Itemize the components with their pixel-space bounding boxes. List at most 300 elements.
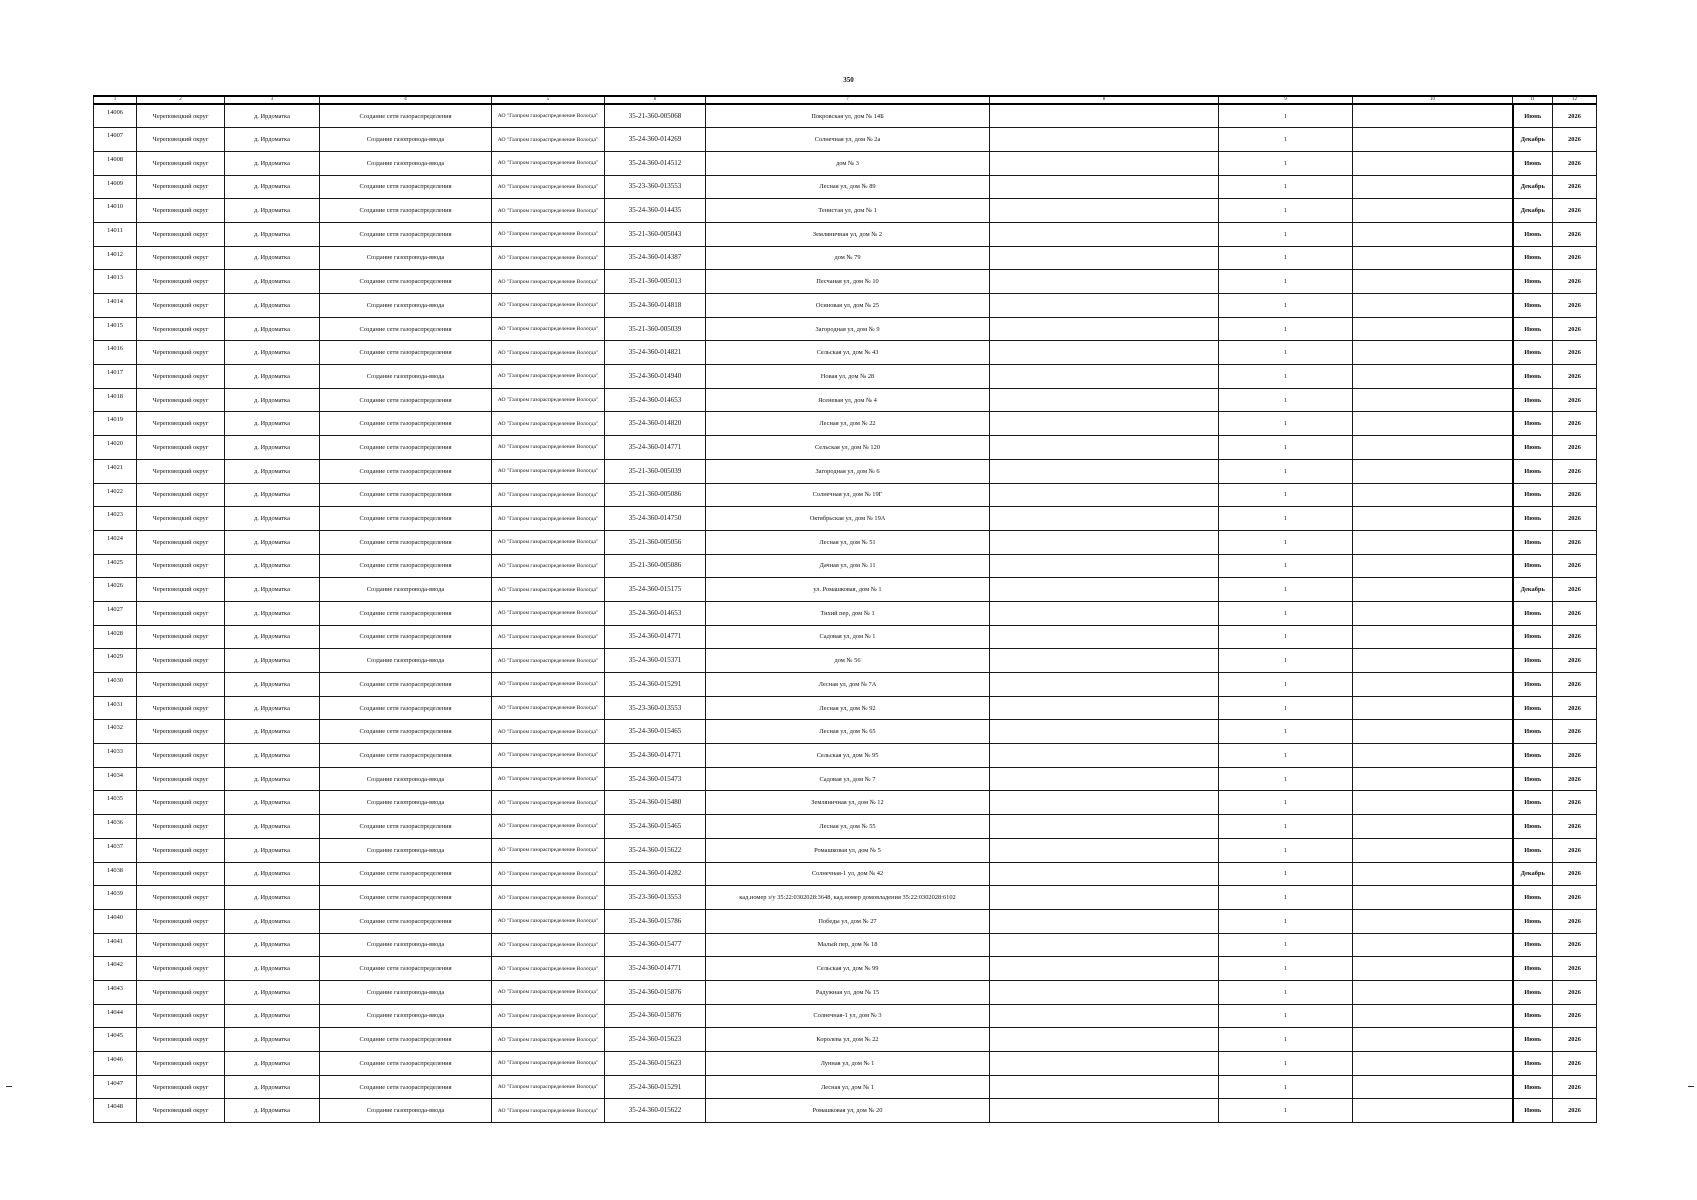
- network-id-cell: 35-24-360-014771: [605, 957, 706, 981]
- month-cell: Июнь: [1513, 1052, 1553, 1076]
- column-8-cell: [990, 246, 1219, 270]
- address-cell: Песчаная ул, дом № 10: [706, 270, 990, 294]
- work-type-cell: Создание сети газораспределения: [320, 815, 492, 839]
- column-number-header: [94, 96, 1597, 104]
- address-cell: дом № 3: [706, 151, 990, 175]
- network-id-cell: 35-24-360-014653: [605, 388, 706, 412]
- network-id-cell: 35-24-360-014512: [605, 151, 706, 175]
- organization-cell: АО "Газпром газораспределение Вологда": [492, 838, 605, 862]
- settlement-cell: д. Ирдоматка: [225, 1004, 320, 1028]
- column-10-cell: [1353, 294, 1513, 318]
- organization-cell: АО "Газпром газораспределение Вологда": [492, 365, 605, 389]
- column-10-cell: [1353, 838, 1513, 862]
- organization-cell: АО "Газпром газораспределение Вологда": [492, 294, 605, 318]
- organization-cell: АО "Газпром газораспределение Вологда": [492, 317, 605, 341]
- network-id-cell: 35-24-360-015473: [605, 767, 706, 791]
- column-8-cell: [990, 151, 1219, 175]
- work-type-cell: Создание сети газораспределения: [320, 459, 492, 483]
- right-margin-mark: [1688, 1086, 1694, 1087]
- work-type-cell: Создание сети газораспределения: [320, 436, 492, 460]
- year-cell: 2026: [1553, 294, 1597, 318]
- month-cell: Июнь: [1513, 341, 1553, 365]
- district-cell: Череповецкий округ: [137, 317, 225, 341]
- address-cell: Лесная ул, дом № 55: [706, 815, 990, 839]
- table-row: [94, 791, 1597, 815]
- column-10-cell: [1353, 649, 1513, 673]
- address-cell: Радужная ул, дом № 15: [706, 980, 990, 1004]
- address-cell: Тенистая ул, дом № 1: [706, 199, 990, 223]
- column-8-cell: [990, 815, 1219, 839]
- month-cell: Июнь: [1513, 673, 1553, 697]
- year-cell: 2026: [1553, 957, 1597, 981]
- column-10-cell: [1353, 246, 1513, 270]
- organization-cell: АО "Газпром газораспределение Вологда": [492, 199, 605, 223]
- district-cell: Череповецкий округ: [137, 151, 225, 175]
- table-row: [94, 459, 1597, 483]
- settlement-cell: д. Ирдоматка: [225, 151, 320, 175]
- column-10-cell: [1353, 483, 1513, 507]
- column-10-cell: [1353, 862, 1513, 886]
- column-10-cell: [1353, 554, 1513, 578]
- settlement-cell: д. Ирдоматка: [225, 1099, 320, 1123]
- organization-cell: АО "Газпром газораспределение Вологда": [492, 1099, 605, 1123]
- quantity-cell: 1: [1219, 744, 1353, 768]
- row-number-cell: 14024: [94, 530, 137, 554]
- column-8-cell: [990, 128, 1219, 152]
- organization-cell: АО "Газпром газораспределение Вологда": [492, 601, 605, 625]
- column-10-cell: [1353, 1028, 1513, 1052]
- quantity-cell: 1: [1219, 341, 1353, 365]
- work-type-cell: Создание сети газораспределения: [320, 957, 492, 981]
- work-type-cell: Создание сети газораспределения: [320, 720, 492, 744]
- row-number-cell: 14020: [94, 436, 137, 460]
- column-10-cell: [1353, 791, 1513, 815]
- district-cell: Череповецкий округ: [137, 649, 225, 673]
- district-cell: Череповецкий округ: [137, 744, 225, 768]
- quantity-cell: 1: [1219, 199, 1353, 223]
- row-number-cell: 14030: [94, 673, 137, 697]
- district-cell: Череповецкий округ: [137, 1075, 225, 1099]
- month-cell: Июнь: [1513, 222, 1553, 246]
- table-row: [94, 507, 1597, 531]
- column-10-cell: [1353, 767, 1513, 791]
- month-cell: Декабрь: [1513, 175, 1553, 199]
- work-type-cell: Создание газопровода-ввода: [320, 1099, 492, 1123]
- network-id-cell: 35-24-360-015623: [605, 1028, 706, 1052]
- district-cell: Череповецкий округ: [137, 341, 225, 365]
- network-id-cell: 35-24-360-015480: [605, 791, 706, 815]
- row-number-cell: 14012: [94, 246, 137, 270]
- network-id-cell: 35-21-360-005039: [605, 459, 706, 483]
- organization-cell: АО "Газпром газораспределение Вологда": [492, 791, 605, 815]
- table-row: [94, 175, 1597, 199]
- organization-cell: АО "Газпром газораспределение Вологда": [492, 815, 605, 839]
- table-row: [94, 649, 1597, 673]
- column-8-cell: [990, 625, 1219, 649]
- quantity-cell: 1: [1219, 1004, 1353, 1028]
- settlement-cell: д. Ирдоматка: [225, 815, 320, 839]
- table-row: [94, 980, 1597, 1004]
- quantity-cell: 1: [1219, 601, 1353, 625]
- year-cell: 2026: [1553, 838, 1597, 862]
- table-row: [94, 104, 1597, 128]
- month-cell: Июнь: [1513, 246, 1553, 270]
- row-number-cell: 14008: [94, 151, 137, 175]
- table-row: [94, 767, 1597, 791]
- column-8-cell: [990, 365, 1219, 389]
- network-id-cell: 35-23-360-013553: [605, 886, 706, 910]
- row-number-cell: 14042: [94, 957, 137, 981]
- organization-cell: АО "Газпром газораспределение Вологда": [492, 1052, 605, 1076]
- quantity-cell: 1: [1219, 1028, 1353, 1052]
- row-number-cell: 14036: [94, 815, 137, 839]
- district-cell: Череповецкий округ: [137, 957, 225, 981]
- settlement-cell: д. Ирдоматка: [225, 957, 320, 981]
- row-number-cell: 14047: [94, 1075, 137, 1099]
- district-cell: Череповецкий округ: [137, 696, 225, 720]
- month-cell: Июнь: [1513, 909, 1553, 933]
- district-cell: Череповецкий округ: [137, 104, 225, 128]
- settlement-cell: д. Ирдоматка: [225, 128, 320, 152]
- column-10-cell: [1353, 341, 1513, 365]
- address-cell: Сельская ул, дом № 120: [706, 436, 990, 460]
- table-row: [94, 436, 1597, 460]
- column-10-cell: [1353, 1004, 1513, 1028]
- year-cell: 2026: [1553, 128, 1597, 152]
- column-header-5: 5: [492, 96, 605, 104]
- organization-cell: АО "Газпром газораспределение Вологда": [492, 933, 605, 957]
- settlement-cell: д. Ирдоматка: [225, 838, 320, 862]
- column-8-cell: [990, 862, 1219, 886]
- quantity-cell: 1: [1219, 104, 1353, 128]
- table-row: [94, 673, 1597, 697]
- address-cell: Новая ул, дом № 28: [706, 365, 990, 389]
- organization-cell: АО "Газпром газораспределение Вологда": [492, 341, 605, 365]
- network-id-cell: 35-24-360-014820: [605, 412, 706, 436]
- table-row: [94, 1028, 1597, 1052]
- network-id-cell: 35-23-360-013553: [605, 175, 706, 199]
- quantity-cell: 1: [1219, 294, 1353, 318]
- district-cell: Череповецкий округ: [137, 175, 225, 199]
- column-header-7: 7: [706, 96, 990, 104]
- table-row: [94, 412, 1597, 436]
- column-8-cell: [990, 1099, 1219, 1123]
- column-10-cell: [1353, 601, 1513, 625]
- year-cell: 2026: [1553, 862, 1597, 886]
- month-cell: Июнь: [1513, 436, 1553, 460]
- quantity-cell: 1: [1219, 673, 1353, 697]
- year-cell: 2026: [1553, 744, 1597, 768]
- column-header-10: 10: [1353, 96, 1513, 104]
- settlement-cell: д. Ирдоматка: [225, 625, 320, 649]
- year-cell: 2026: [1553, 459, 1597, 483]
- district-cell: Череповецкий округ: [137, 886, 225, 910]
- row-number-cell: 14014: [94, 294, 137, 318]
- district-cell: Череповецкий округ: [137, 222, 225, 246]
- quantity-cell: 1: [1219, 957, 1353, 981]
- table-row: [94, 151, 1597, 175]
- row-number-cell: 14045: [94, 1028, 137, 1052]
- address-cell: Лесная ул, дом № 7А: [706, 673, 990, 697]
- district-cell: Череповецкий округ: [137, 862, 225, 886]
- row-number-cell: 14039: [94, 886, 137, 910]
- network-id-cell: 35-24-360-014821: [605, 341, 706, 365]
- column-10-cell: [1353, 507, 1513, 531]
- month-cell: Декабрь: [1513, 862, 1553, 886]
- work-type-cell: Создание газопровода-ввода: [320, 767, 492, 791]
- month-cell: Июнь: [1513, 980, 1553, 1004]
- column-10-cell: [1353, 625, 1513, 649]
- table-row: [94, 1099, 1597, 1123]
- address-cell: Загородная ул, дом № 6: [706, 459, 990, 483]
- row-number-cell: 14034: [94, 767, 137, 791]
- row-number-cell: 14007: [94, 128, 137, 152]
- network-id-cell: 35-21-360-005068: [605, 104, 706, 128]
- district-cell: Череповецкий округ: [137, 791, 225, 815]
- address-cell: Загородная ул, дом № 9: [706, 317, 990, 341]
- quantity-cell: 1: [1219, 1052, 1353, 1076]
- column-8-cell: [990, 175, 1219, 199]
- month-cell: Декабрь: [1513, 578, 1553, 602]
- year-cell: 2026: [1553, 104, 1597, 128]
- organization-cell: АО "Газпром газораспределение Вологда": [492, 1028, 605, 1052]
- organization-cell: АО "Газпром газораспределение Вологда": [492, 128, 605, 152]
- district-cell: Череповецкий округ: [137, 483, 225, 507]
- column-header-2: 2: [137, 96, 225, 104]
- month-cell: Июнь: [1513, 696, 1553, 720]
- month-cell: Июнь: [1513, 744, 1553, 768]
- settlement-cell: д. Ирдоматка: [225, 388, 320, 412]
- address-cell: Осиновая ул, дом № 25: [706, 294, 990, 318]
- row-number-cell: 14028: [94, 625, 137, 649]
- column-header-11: 11: [1513, 96, 1553, 104]
- district-cell: Череповецкий округ: [137, 412, 225, 436]
- address-cell: Тихий пер, дом № 1: [706, 601, 990, 625]
- settlement-cell: д. Ирдоматка: [225, 436, 320, 460]
- table-row: [94, 625, 1597, 649]
- district-cell: Череповецкий округ: [137, 530, 225, 554]
- month-cell: Июнь: [1513, 530, 1553, 554]
- year-cell: 2026: [1553, 1052, 1597, 1076]
- column-10-cell: [1353, 1075, 1513, 1099]
- month-cell: Июнь: [1513, 294, 1553, 318]
- column-8-cell: [990, 980, 1219, 1004]
- year-cell: 2026: [1553, 199, 1597, 223]
- work-type-cell: Создание газопровода-ввода: [320, 128, 492, 152]
- year-cell: 2026: [1553, 175, 1597, 199]
- table-row: [94, 530, 1597, 554]
- address-cell: Солнечная-1 ул, дом № 3: [706, 1004, 990, 1028]
- quantity-cell: 1: [1219, 862, 1353, 886]
- address-cell: Победы ул, дом № 27: [706, 909, 990, 933]
- row-number-cell: 14009: [94, 175, 137, 199]
- quantity-cell: 1: [1219, 909, 1353, 933]
- work-type-cell: Создание сети газораспределения: [320, 1052, 492, 1076]
- work-type-cell: Создание сети газораспределения: [320, 530, 492, 554]
- year-cell: 2026: [1553, 933, 1597, 957]
- work-type-cell: Создание газопровода-ввода: [320, 246, 492, 270]
- organization-cell: АО "Газпром газораспределение Вологда": [492, 862, 605, 886]
- address-cell: кад.номер з/у 35:22:0302028:3648, кад.номер домовладения 35:22:0302028:6102: [706, 886, 990, 910]
- table-row: [94, 1052, 1597, 1076]
- district-cell: Череповецкий округ: [137, 1028, 225, 1052]
- year-cell: 2026: [1553, 222, 1597, 246]
- network-id-cell: 35-24-360-014387: [605, 246, 706, 270]
- month-cell: Июнь: [1513, 601, 1553, 625]
- settlement-cell: д. Ирдоматка: [225, 175, 320, 199]
- district-cell: Череповецкий округ: [137, 436, 225, 460]
- column-10-cell: [1353, 578, 1513, 602]
- column-8-cell: [990, 578, 1219, 602]
- organization-cell: АО "Газпром газораспределение Вологда": [492, 767, 605, 791]
- organization-cell: АО "Газпром газораспределение Вологда": [492, 246, 605, 270]
- column-10-cell: [1353, 530, 1513, 554]
- network-id-cell: 35-24-360-014282: [605, 862, 706, 886]
- row-number-cell: 14015: [94, 317, 137, 341]
- district-cell: Череповецкий округ: [137, 388, 225, 412]
- work-type-cell: Создание сети газораспределения: [320, 388, 492, 412]
- year-cell: 2026: [1553, 673, 1597, 697]
- work-type-cell: Создание сети газораспределения: [320, 909, 492, 933]
- column-header-1: 1: [94, 96, 137, 104]
- row-number-cell: 14048: [94, 1099, 137, 1123]
- year-cell: 2026: [1553, 791, 1597, 815]
- district-cell: Череповецкий округ: [137, 365, 225, 389]
- settlement-cell: д. Ирдоматка: [225, 909, 320, 933]
- work-type-cell: Создание газопровода-ввода: [320, 791, 492, 815]
- column-8-cell: [990, 720, 1219, 744]
- address-cell: Малый пер, дом № 18: [706, 933, 990, 957]
- month-cell: Июнь: [1513, 886, 1553, 910]
- work-type-cell: Создание газопровода-ввода: [320, 980, 492, 1004]
- table-row: [94, 601, 1597, 625]
- column-8-cell: [990, 388, 1219, 412]
- row-number-cell: 14031: [94, 696, 137, 720]
- table-row: [94, 909, 1597, 933]
- settlement-cell: д. Ирдоматка: [225, 886, 320, 910]
- address-cell: Сельская ул, дом № 43: [706, 341, 990, 365]
- work-type-cell: Создание сети газораспределения: [320, 507, 492, 531]
- quantity-cell: 1: [1219, 317, 1353, 341]
- column-10-cell: [1353, 815, 1513, 839]
- month-cell: Декабрь: [1513, 128, 1553, 152]
- district-cell: Череповецкий округ: [137, 601, 225, 625]
- table-row: [94, 1004, 1597, 1028]
- network-id-cell: 35-24-360-015477: [605, 933, 706, 957]
- quantity-cell: 1: [1219, 530, 1353, 554]
- quantity-cell: 1: [1219, 791, 1353, 815]
- row-number-cell: 14037: [94, 838, 137, 862]
- table-row: [94, 270, 1597, 294]
- row-number-cell: 14011: [94, 222, 137, 246]
- quantity-cell: 1: [1219, 507, 1353, 531]
- work-type-cell: Создание газопровода-ввода: [320, 365, 492, 389]
- column-header-8: 8: [990, 96, 1219, 104]
- address-cell: Сельская ул, дом № 99: [706, 957, 990, 981]
- column-8-cell: [990, 673, 1219, 697]
- work-type-cell: Создание сети газораспределения: [320, 1028, 492, 1052]
- address-cell: Лесная ул, дом № 22: [706, 412, 990, 436]
- settlement-cell: д. Ирдоматка: [225, 530, 320, 554]
- column-8-cell: [990, 1004, 1219, 1028]
- quantity-cell: 1: [1219, 649, 1353, 673]
- column-10-cell: [1353, 459, 1513, 483]
- organization-cell: АО "Газпром газораспределение Вологда": [492, 696, 605, 720]
- quantity-cell: 1: [1219, 767, 1353, 791]
- column-10-cell: [1353, 673, 1513, 697]
- row-number-cell: 14017: [94, 365, 137, 389]
- address-cell: Лесная ул, дом № 1: [706, 1075, 990, 1099]
- work-type-cell: Создание газопровода-ввода: [320, 1004, 492, 1028]
- work-type-cell: Создание газопровода-ввода: [320, 649, 492, 673]
- settlement-cell: д. Ирдоматка: [225, 507, 320, 531]
- table-row: [94, 246, 1597, 270]
- column-8-cell: [990, 649, 1219, 673]
- network-id-cell: 35-24-360-015786: [605, 909, 706, 933]
- column-10-cell: [1353, 270, 1513, 294]
- quantity-cell: 1: [1219, 720, 1353, 744]
- month-cell: Июнь: [1513, 412, 1553, 436]
- work-type-cell: Создание сети газораспределения: [320, 175, 492, 199]
- address-cell: ул. Ромашковая, дом № 1: [706, 578, 990, 602]
- settlement-cell: д. Ирдоматка: [225, 365, 320, 389]
- row-number-cell: 14022: [94, 483, 137, 507]
- column-8-cell: [990, 222, 1219, 246]
- column-8-cell: [990, 1075, 1219, 1099]
- work-type-cell: Создание сети газораспределения: [320, 696, 492, 720]
- district-cell: Череповецкий округ: [137, 246, 225, 270]
- table-row: [94, 578, 1597, 602]
- work-type-cell: Создание сети газораспределения: [320, 554, 492, 578]
- work-type-cell: Создание сети газораспределения: [320, 673, 492, 697]
- district-cell: Череповецкий округ: [137, 815, 225, 839]
- organization-cell: АО "Газпром газораспределение Вологда": [492, 720, 605, 744]
- table-row: [94, 696, 1597, 720]
- quantity-cell: 1: [1219, 838, 1353, 862]
- quantity-cell: 1: [1219, 933, 1353, 957]
- settlement-cell: д. Ирдоматка: [225, 862, 320, 886]
- work-type-cell: Создание сети газораспределения: [320, 199, 492, 223]
- settlement-cell: д. Ирдоматка: [225, 1028, 320, 1052]
- year-cell: 2026: [1553, 317, 1597, 341]
- year-cell: 2026: [1553, 767, 1597, 791]
- quantity-cell: 1: [1219, 128, 1353, 152]
- year-cell: 2026: [1553, 341, 1597, 365]
- column-8-cell: [990, 530, 1219, 554]
- column-8-cell: [990, 696, 1219, 720]
- address-cell: Солнечная ул, дом № 19Г: [706, 483, 990, 507]
- settlement-cell: д. Ирдоматка: [225, 222, 320, 246]
- month-cell: Июнь: [1513, 957, 1553, 981]
- district-cell: Череповецкий округ: [137, 270, 225, 294]
- address-cell: Лунная ул, дом № 1: [706, 1052, 990, 1076]
- column-8-cell: [990, 1028, 1219, 1052]
- district-cell: Череповецкий округ: [137, 1099, 225, 1123]
- column-10-cell: [1353, 199, 1513, 223]
- quantity-cell: 1: [1219, 578, 1353, 602]
- quantity-cell: 1: [1219, 412, 1353, 436]
- network-id-cell: 35-21-360-005086: [605, 483, 706, 507]
- quantity-cell: 1: [1219, 365, 1353, 389]
- month-cell: Июнь: [1513, 649, 1553, 673]
- month-cell: Июнь: [1513, 483, 1553, 507]
- column-8-cell: [990, 933, 1219, 957]
- column-header-12: 12: [1553, 96, 1597, 104]
- month-cell: Июнь: [1513, 1028, 1553, 1052]
- left-margin-mark: [6, 1086, 12, 1087]
- organization-cell: АО "Газпром газораспределение Вологда": [492, 957, 605, 981]
- column-8-cell: [990, 294, 1219, 318]
